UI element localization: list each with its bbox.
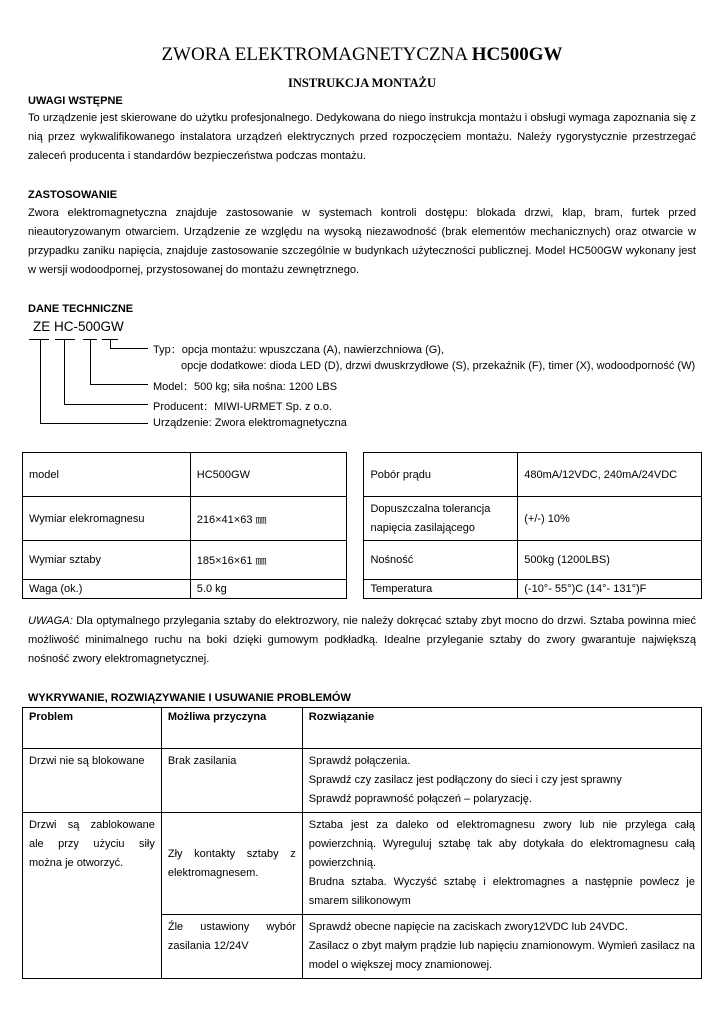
- document-title: [0, 44, 724, 66]
- solution-line: Sprawdź połączenia.: [308, 755, 411, 767]
- cause-cell: Źle ustawiony wybór zasilania 12/24V: [161, 915, 302, 979]
- legend-model: Model：500 kg; siła nośna: 1200 LBS: [153, 381, 338, 393]
- spec-value: 500kg (1200LBS): [518, 541, 702, 580]
- troubleshooting-table: [22, 707, 702, 979]
- spec-row: [23, 580, 702, 599]
- spec-value: 185×16×61 ㎜: [190, 541, 346, 580]
- spec-table: [22, 452, 702, 599]
- spec-row: [23, 497, 702, 541]
- solution-line: Brudna sztaba. Wyczyść sztabę i elektromagnes a następnie powlecz je smarem silikonowym: [308, 876, 695, 907]
- title-model: HC500GW: [471, 44, 563, 65]
- spec-value: (+/-) 10%: [518, 497, 702, 541]
- solution-line: Zasilacz o zbyt małym prądzie lub napięciu znamionowym. Wymień zasilacz na model o większej mocy znamionowej.: [308, 940, 695, 971]
- solution-cell: [302, 749, 701, 813]
- model-code: ZE HC-500GW: [33, 319, 124, 334]
- solution-line: Sprawdź czy zasilacz jest podłączony do sieci i czy jest sprawny: [308, 774, 622, 786]
- table-header-row: [23, 708, 702, 749]
- spec-label: Temperatura: [364, 580, 518, 599]
- table-row: [23, 749, 702, 813]
- tech-heading: DANE TECHNICZNE: [28, 303, 134, 315]
- spec-label: Waga (ok.): [23, 580, 191, 599]
- problem-cell: Drzwi nie są blokowane: [23, 749, 162, 813]
- spec-label: model: [23, 453, 191, 497]
- intro-text: To urządzenie jest skierowane do użytku profesjonalnego. Dedykowana do niego instrukcja montażu i obsługi wymaga zapoznania się z nią przez wykwalifikowanego instalatora urządzeń elektrycznych przed rozpoczęciem montażu. Należy rygorystycznie przestrzegać zaleceń producenta i standardów bezpieczeństwa podczas montażu.: [28, 112, 696, 162]
- troubleshooting-heading: WYKRYWANIE, ROZWIĄZYWANIE I USUWANIE PROBLEMÓW: [28, 692, 351, 704]
- spec-row: [23, 541, 702, 580]
- column-header: Problem: [23, 708, 162, 749]
- spec-value: 5.0 kg: [190, 580, 346, 599]
- document-subtitle: INSTRUKCJA MONTAŻU: [287, 76, 437, 90]
- legend-device: Urządzenie: Zwora elektromagnetyczna: [153, 417, 347, 429]
- note-paragraph: [28, 612, 696, 669]
- spec-value: (-10°- 55°)C (14°- 131°)F: [518, 580, 702, 599]
- spec-row: [23, 453, 702, 497]
- column-header: Rozwiązanie: [302, 708, 701, 749]
- solution-line: Sztaba jest za daleko od elektromagnesu zwory lub nie przylega całą powierzchnią. Wyreguluj sztabę tak aby dotykała do elektromagnesu całą powierzchnią.: [308, 819, 695, 869]
- spec-label: Dopuszczalna tolerancja napięcia zasilającego: [364, 497, 518, 541]
- spec-value: 216×41×63 ㎜: [190, 497, 346, 541]
- spec-label: Wymiar sztaby: [23, 541, 191, 580]
- cause-cell: Zły kontakty sztaby z elektromagnesem.: [161, 813, 302, 915]
- usage-heading: ZASTOSOWANIE: [28, 189, 118, 201]
- solution-cell: [302, 915, 701, 979]
- column-header: Możliwa przyczyna: [161, 708, 302, 749]
- legend-options: opcje dodatkowe: dioda LED (D), drzwi dwuskrzydłowe (S), przekaźnik (F), timer (X), wodoodporność (W): [181, 360, 696, 372]
- spec-value: 480mA/12VDC, 240mA/24VDC: [518, 453, 702, 497]
- legend-producer: Producent：MIWI-URMET Sp. z o.o.: [153, 401, 332, 413]
- legend-type: Typ：opcja montażu: wpuszczana (A), nawierzchniowa (G),: [153, 344, 445, 356]
- problem-cell: Drzwi są zablokowane ale przy użyciu siły można je otworzyć.: [23, 813, 162, 979]
- spec-label: Wymiar elekromagnesu: [23, 497, 191, 541]
- note-text: Dla optymalnego przylegania sztaby do elektrozwory, nie należy dokręcać sztaby zbyt mocno do drzwi. Sztaba powinna mieć możliwość minimalnego ruchu na boki dzięki gumowym podkładką. Idealne przyleganie sztaby do zwory gwarantuje największą nośność zwory elektromagnetycznej.: [28, 615, 696, 665]
- table-row: [23, 813, 702, 915]
- intro-heading: UWAGI WSTĘPNE: [28, 95, 123, 107]
- solution-line: Sprawdź poprawność połączeń – polaryzację.: [308, 793, 532, 805]
- cause-cell: Brak zasilania: [161, 749, 302, 813]
- solution-cell: [302, 813, 701, 915]
- title-text: ZWORA ELEKTROMAGNETYCZNA: [161, 44, 472, 65]
- solution-line: Sprawdź obecne napięcie na zaciskach zwory12VDC lub 24VDC.: [308, 921, 628, 933]
- note-label: UWAGA:: [28, 615, 73, 627]
- spec-label: Pobór prądu: [364, 453, 518, 497]
- spec-value: HC500GW: [190, 453, 346, 497]
- usage-text: Zwora elektromagnetyczna znajduje zastosowanie w systemach kontroli dostępu: blokada drzwi, klap, bram, furtek przed nieautoryzowanym otwarciem. Urządzenie ze względu na wysoką niezawodność (brak elementów mechanicznych) oraz otwarcie w przypadku zaniku napięcia, znajduje zastosowanie szczególnie w budynkach użyteczności publicznej. Model HC500GW wykonany jest w wersji wodoodpornej, przystosowanej do montażu zewnętrznego.: [28, 207, 696, 276]
- spec-label: Nośność: [364, 541, 518, 580]
